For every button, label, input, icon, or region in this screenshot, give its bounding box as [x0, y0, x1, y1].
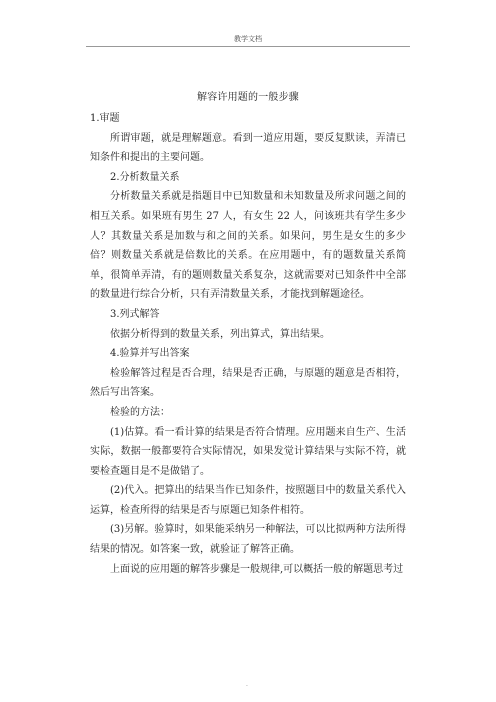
paragraph-solve: 依据分析得到的数量关系，列出算式，算出结果。 — [110, 328, 330, 340]
paragraph-method-alternative: (3)另解。验算时，如果能采纳另一种解法，可以比拟两种方法所得结果的情况。如答案一致，就验证了解答正确。 — [90, 524, 406, 556]
document-title: 解容许用题的一般步骤 — [197, 92, 299, 103]
paragraph-methods-label: 检验的方法： — [110, 406, 170, 418]
paragraph-closing: 上面说的应用题的解答步骤是一般规律,可以概括一般的解题思考过 — [110, 563, 404, 575]
section-heading-review: 1.审题 — [90, 113, 120, 124]
paragraph-review: 所谓审题，就是理解题意。看到一道应用题，要反复默读，弄清已知条件和提出的主要问题。 — [90, 132, 406, 164]
page-header: 教学文档 — [234, 35, 262, 43]
paragraph-method-estimate: (1)估算。看一看计算的结果是否符合情理。应用题来自生产、生活实际，数据一般都要符合实际情况，如果发觉计算结果与实际不符，就要检查题目是不是做错了。 — [90, 426, 406, 477]
section-heading-solve: 3.列式解答 — [110, 308, 160, 320]
section-heading-check: 4.验算并写出答案 — [110, 348, 190, 360]
paragraph-method-substitute: (2)代入。把算出的结果当作已知条件，按照题目中的数量关系代入运算，检查所得的结果是否与原题已知条件相符。 — [90, 485, 406, 516]
paragraph-analysis: 分析数量关系就是指题目中已知数量和未知数量及所求问题之间的相互关系。如果班有男生 27 人，有女生 22 人，问该班共有学生多少人？其数量关系是加数与和之间的关系。如果问，男生是女生的多少倍？则数量关系就是倍数比的关系。在应用题中，有的题数量关系简单，很简单弄清，有的题则数量关系复杂，这就需要对已知条件中全部的数量进行综合分析，只有弄清数量关系，才能找到解题途径。 — [90, 191, 406, 301]
paragraph-check: 检验解答过程是否合理，结果是否正确，与原题的题意是否相符，然后写出答案。 — [90, 367, 406, 399]
document-body — [90, 109, 406, 579]
header-divider — [86, 46, 410, 47]
page-footer-mark: . — [246, 681, 248, 688]
section-heading-analysis: 2.分析数量关系 — [110, 171, 180, 183]
